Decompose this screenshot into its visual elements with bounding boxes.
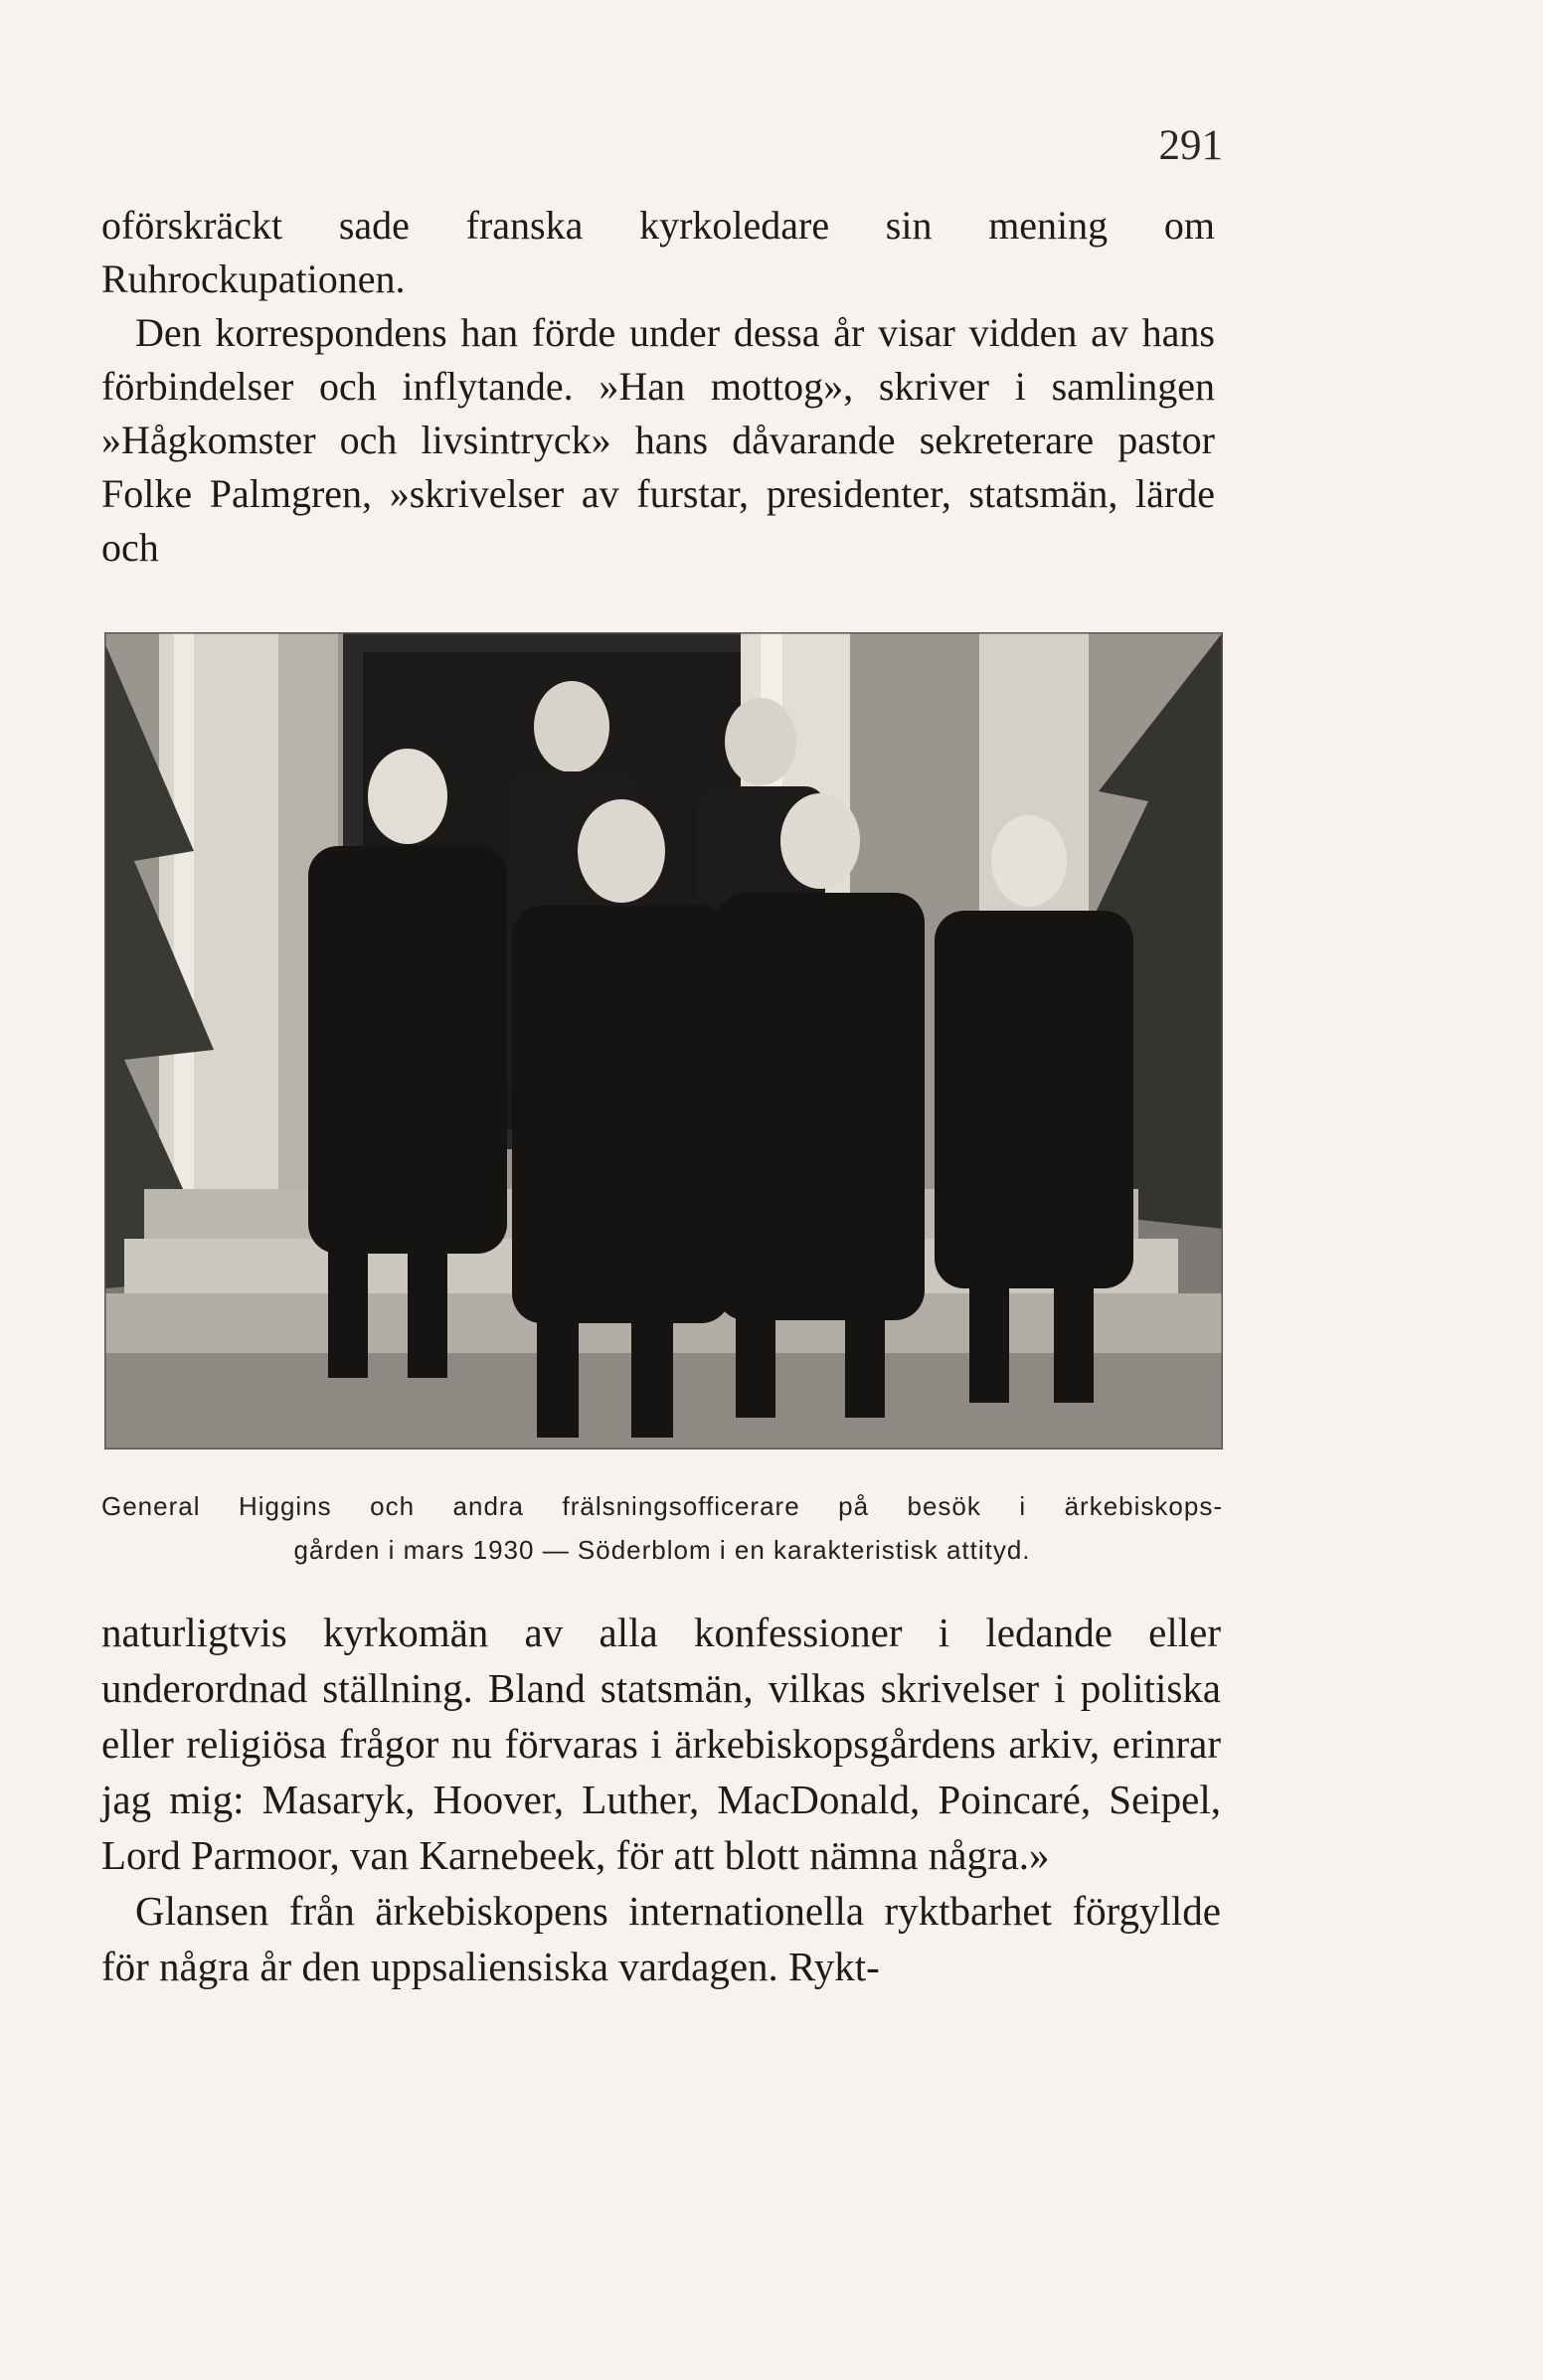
figure-caption bbox=[101, 1484, 1223, 1572]
bottom-text-block bbox=[101, 1605, 1221, 1994]
caption-line-1: General Higgins och andra frälsningsofficerare på besök i ärkebiskops- bbox=[101, 1491, 1223, 1521]
top-text-block bbox=[101, 199, 1215, 575]
paragraph-correspondence: Den korrespondens han förde under dessa år visar vidden av hans förbindelser och inflytande. »Han mottog», skriver i samlingen »Hågkomster och livsintryck» hans dåvarande sekreterare pastor Folke Palmgren, »skrivelser av furstar, presidenter, statsmän, lärde och bbox=[101, 310, 1215, 570]
group-photograph bbox=[104, 632, 1223, 1449]
page-number: 291 bbox=[1158, 122, 1223, 169]
paragraph-statesmen: naturligtvis kyrkomän av alla konfessioner i ledande eller underordnad ställning. Bland statsmän, vilkas skrivelser i politiska eller religiösa frågor nu förvaras i ärkebiskopsgårdens arkiv, erinrar jag mig: Masaryk, Hoover, Luther, MacDonald, Poincaré, Seipel, Lord Parmoor, van Karnebeek, för att blott nämna några.» bbox=[101, 1610, 1221, 1878]
photo-illustration bbox=[104, 632, 1223, 1449]
caption-line-2: gården i mars 1930 — Söderblom i en karakteristisk attityd. bbox=[293, 1535, 1031, 1565]
paragraph-continuation: oförskräckt sade franska kyrkoledare sin mening om Ruhrockupationen. bbox=[101, 203, 1215, 301]
paragraph-reputation: Glansen från ärkebiskopens internationella ryktbarhet förgyllde för några år den uppsaliensiska vardagen. Rykt- bbox=[101, 1888, 1221, 1989]
